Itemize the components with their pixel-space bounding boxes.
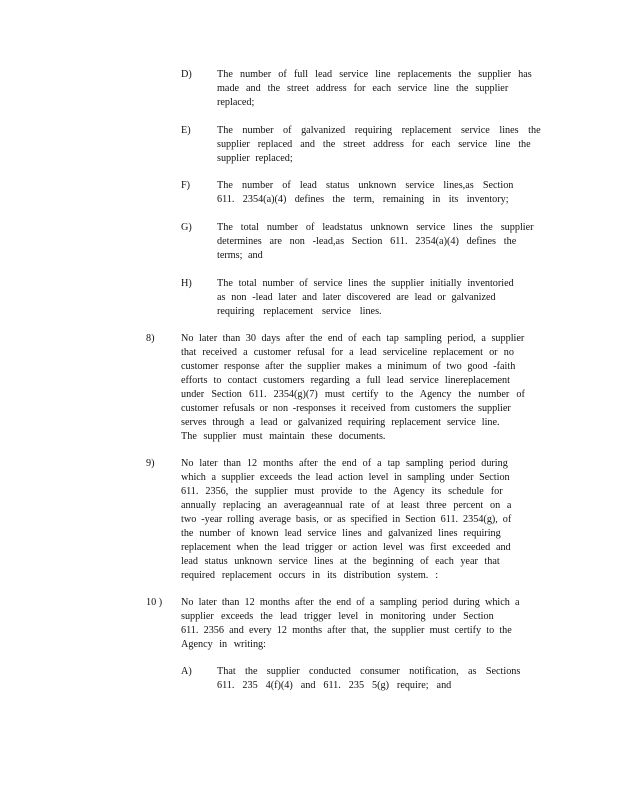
text-line: No later than 12 months after the end of a tap sampling period during xyxy=(181,458,508,469)
list-item-a xyxy=(181,665,541,693)
text-line: required replacement occurs in its distribution system. : xyxy=(181,570,439,581)
text-line: requiring replacement service lines. xyxy=(217,306,382,317)
list-item-text xyxy=(217,124,541,166)
text-line: under Section 611. 2354(g)(7) must certify to the Agency the number of xyxy=(181,389,525,400)
text-line: 611. 2356 and every 12 months after that, the supplier must certify to the xyxy=(181,625,512,636)
list-item-text xyxy=(217,68,535,110)
text-line: The number of galvanized requiring replacement service lines the xyxy=(217,125,541,136)
list-item-label: 10 ) xyxy=(146,597,163,608)
text-line: as non -lead later and later discovered are lead or galvanized xyxy=(217,292,496,303)
text-line: replacement when the lead trigger or action level was first exceeded and xyxy=(181,542,511,553)
list-item-label: 8) xyxy=(146,333,155,344)
list-item-label: 9) xyxy=(146,458,155,469)
text-line: No later than 12 months after the end of a sampling period during which a xyxy=(181,597,520,608)
list-item-text xyxy=(181,596,537,652)
list-item-label: G) xyxy=(181,222,192,233)
list-item-text xyxy=(181,332,537,444)
list-item-label: E) xyxy=(181,125,191,136)
text-line: 611. 235 4(f)(4) and 611. 235 5(g) require; and xyxy=(217,680,452,691)
list-item-text xyxy=(181,457,537,583)
list-item-label: H) xyxy=(181,278,192,289)
text-line: customer response after the supplier makes a minimum of two good -faith xyxy=(181,361,516,372)
list-item-e xyxy=(181,124,541,166)
list-item-9 xyxy=(146,457,546,583)
text-line: The supplier must maintain these documents. xyxy=(181,431,386,442)
text-line: serves through a lead or galvanized requiring replacement service line. xyxy=(181,417,500,428)
text-line: that received a customer refusal for a lead serviceline replacement or no xyxy=(181,347,514,358)
text-line: made and the street address for each service line the supplier xyxy=(217,83,509,94)
text-line: replaced; xyxy=(217,97,255,108)
text-line: the number of known lead service lines and galvanized lines requiring xyxy=(181,528,501,539)
list-item-10 xyxy=(146,596,546,652)
text-line: supplier exceeds the lead trigger level in monitoring under Section xyxy=(181,611,494,622)
list-item-text xyxy=(217,665,535,693)
list-item-g xyxy=(181,221,541,263)
text-line: 611. 2354(a)(4) defines the term, remaining in its inventory; xyxy=(217,194,509,205)
text-line: two -year rolling average basis, or as specified in Section 611. 2354(g), of xyxy=(181,514,512,525)
text-line: The total number of leadstatus unknown service lines the supplier xyxy=(217,222,534,233)
list-item-text xyxy=(217,221,535,263)
list-item-d xyxy=(181,68,541,110)
text-line: That the supplier conducted consumer notification, as Sections xyxy=(217,666,521,677)
list-item-label: F) xyxy=(181,180,191,191)
text-line: The number of full lead service line replacements the supplier has xyxy=(217,69,532,80)
list-item-8 xyxy=(146,332,546,444)
text-line: Agency in writing: xyxy=(181,639,266,650)
text-line: The total number of service lines the supplier initially inventoried xyxy=(217,278,514,289)
text-line: determines are non -lead,as Section 611. 2354(a)(4) defines the xyxy=(217,236,517,247)
list-item-text xyxy=(217,277,535,319)
text-line: customer refusals or non -responses it received from customers the supplier xyxy=(181,403,511,414)
text-line: terms; and xyxy=(217,250,263,261)
text-line: efforts to contact customers regarding a full lead service linereplacement xyxy=(181,375,510,386)
text-line: 611. 2356, the supplier must provide to the Agency its schedule for xyxy=(181,486,503,497)
text-line: supplier replaced; xyxy=(217,153,293,164)
text-line: The number of lead status unknown service lines,as Section xyxy=(217,180,514,191)
text-line: No later than 30 days after the end of each tap sampling period, a supplier xyxy=(181,333,525,344)
list-item-label: A) xyxy=(181,666,192,677)
text-line: annually replacing an averageannual rate of at least three percent on a xyxy=(181,500,512,511)
text-line: lead status unknown service lines at the beginning of each year that xyxy=(181,556,500,567)
list-item-text xyxy=(217,179,535,207)
list-item-h xyxy=(181,277,541,319)
list-item-label: D) xyxy=(181,69,192,80)
list-item-f xyxy=(181,179,541,207)
text-line: supplier replaced and the street address for each service line the xyxy=(217,139,531,150)
text-line: which a supplier exceeds the lead action level in sampling under Section xyxy=(181,472,510,483)
